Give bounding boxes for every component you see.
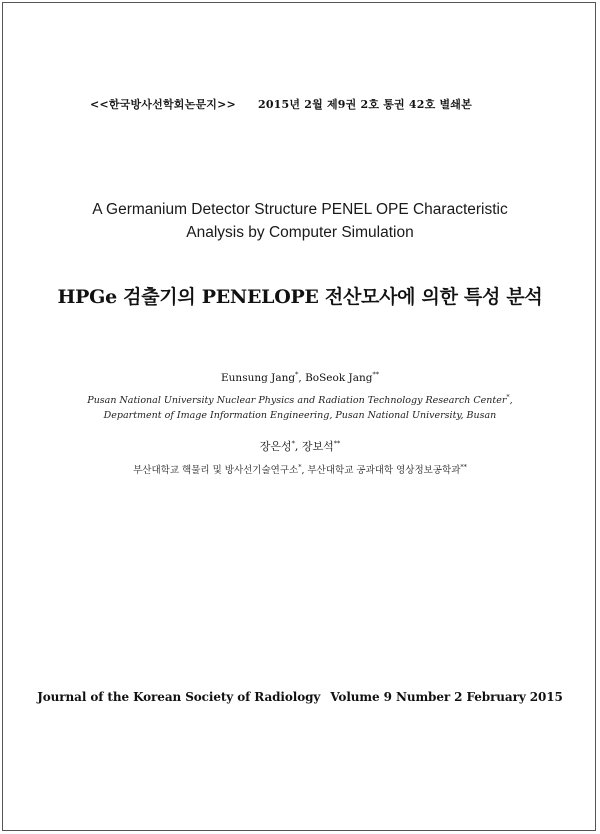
journal-tag: <<한국방사선학회논문지>> [90,98,236,111]
author-separator-ko: , [294,440,302,453]
author2-ko: 장보석 [301,440,334,453]
english-affiliations [0,393,600,423]
affiliation-en-1: Pusan National University Nuclear Physics and Radiation Technology Research Center [87,395,507,406]
english-authors [0,372,600,384]
english-title-line2: Analysis by Computer Simulation [186,224,414,241]
affiliation-en-1-mark: * [506,392,510,401]
affiliation-en-2: Department of Image Information Engineering, Pusan National University, Busan [103,410,497,421]
reprint-header [90,96,472,112]
author1-ko-mark: * [291,439,295,448]
author2-en-mark: ** [372,370,379,379]
english-title-line1: A Germanium Detector Structure PENEL OPE Characteristic [92,201,508,218]
korean-affiliations [0,462,600,476]
affiliation-ko-2: 부산대학교 공과대학 영상정보공학과 [307,465,461,476]
english-title [0,198,600,244]
affiliation-ko-1: 부산대학교 핵물리 및 방사선기술연구소 [133,465,299,476]
author1-ko: 장은성 [259,440,292,453]
issue-info: 2015년 2월 제9권 2호 통권 42호 별쇄본 [257,98,472,111]
korean-authors [0,438,600,454]
affiliation-en-line1 [0,393,600,408]
journal-footer [0,690,600,704]
author-separator-en: , [298,372,306,384]
volume-info: Volume 9 Number 2 February 2015 [330,690,563,704]
korean-title: HPGe 검출기의 PENELOPE 전산모사에 의한 특성 분석 [57,286,543,308]
author2-en: BoSeok Jang [305,372,373,384]
author2-ko-mark: ** [333,439,341,448]
journal-name: Journal of the Korean Society of Radiology [37,690,321,704]
affiliation-ko-1-mark: * [298,462,302,471]
affiliation-en-1-suffix: , [509,395,513,406]
affiliation-ko-2-mark: ** [460,462,467,471]
author1-en: Eunsung Jang [221,372,296,384]
affiliation-ko-separator: , [301,465,308,476]
author1-en-mark: * [295,370,299,379]
